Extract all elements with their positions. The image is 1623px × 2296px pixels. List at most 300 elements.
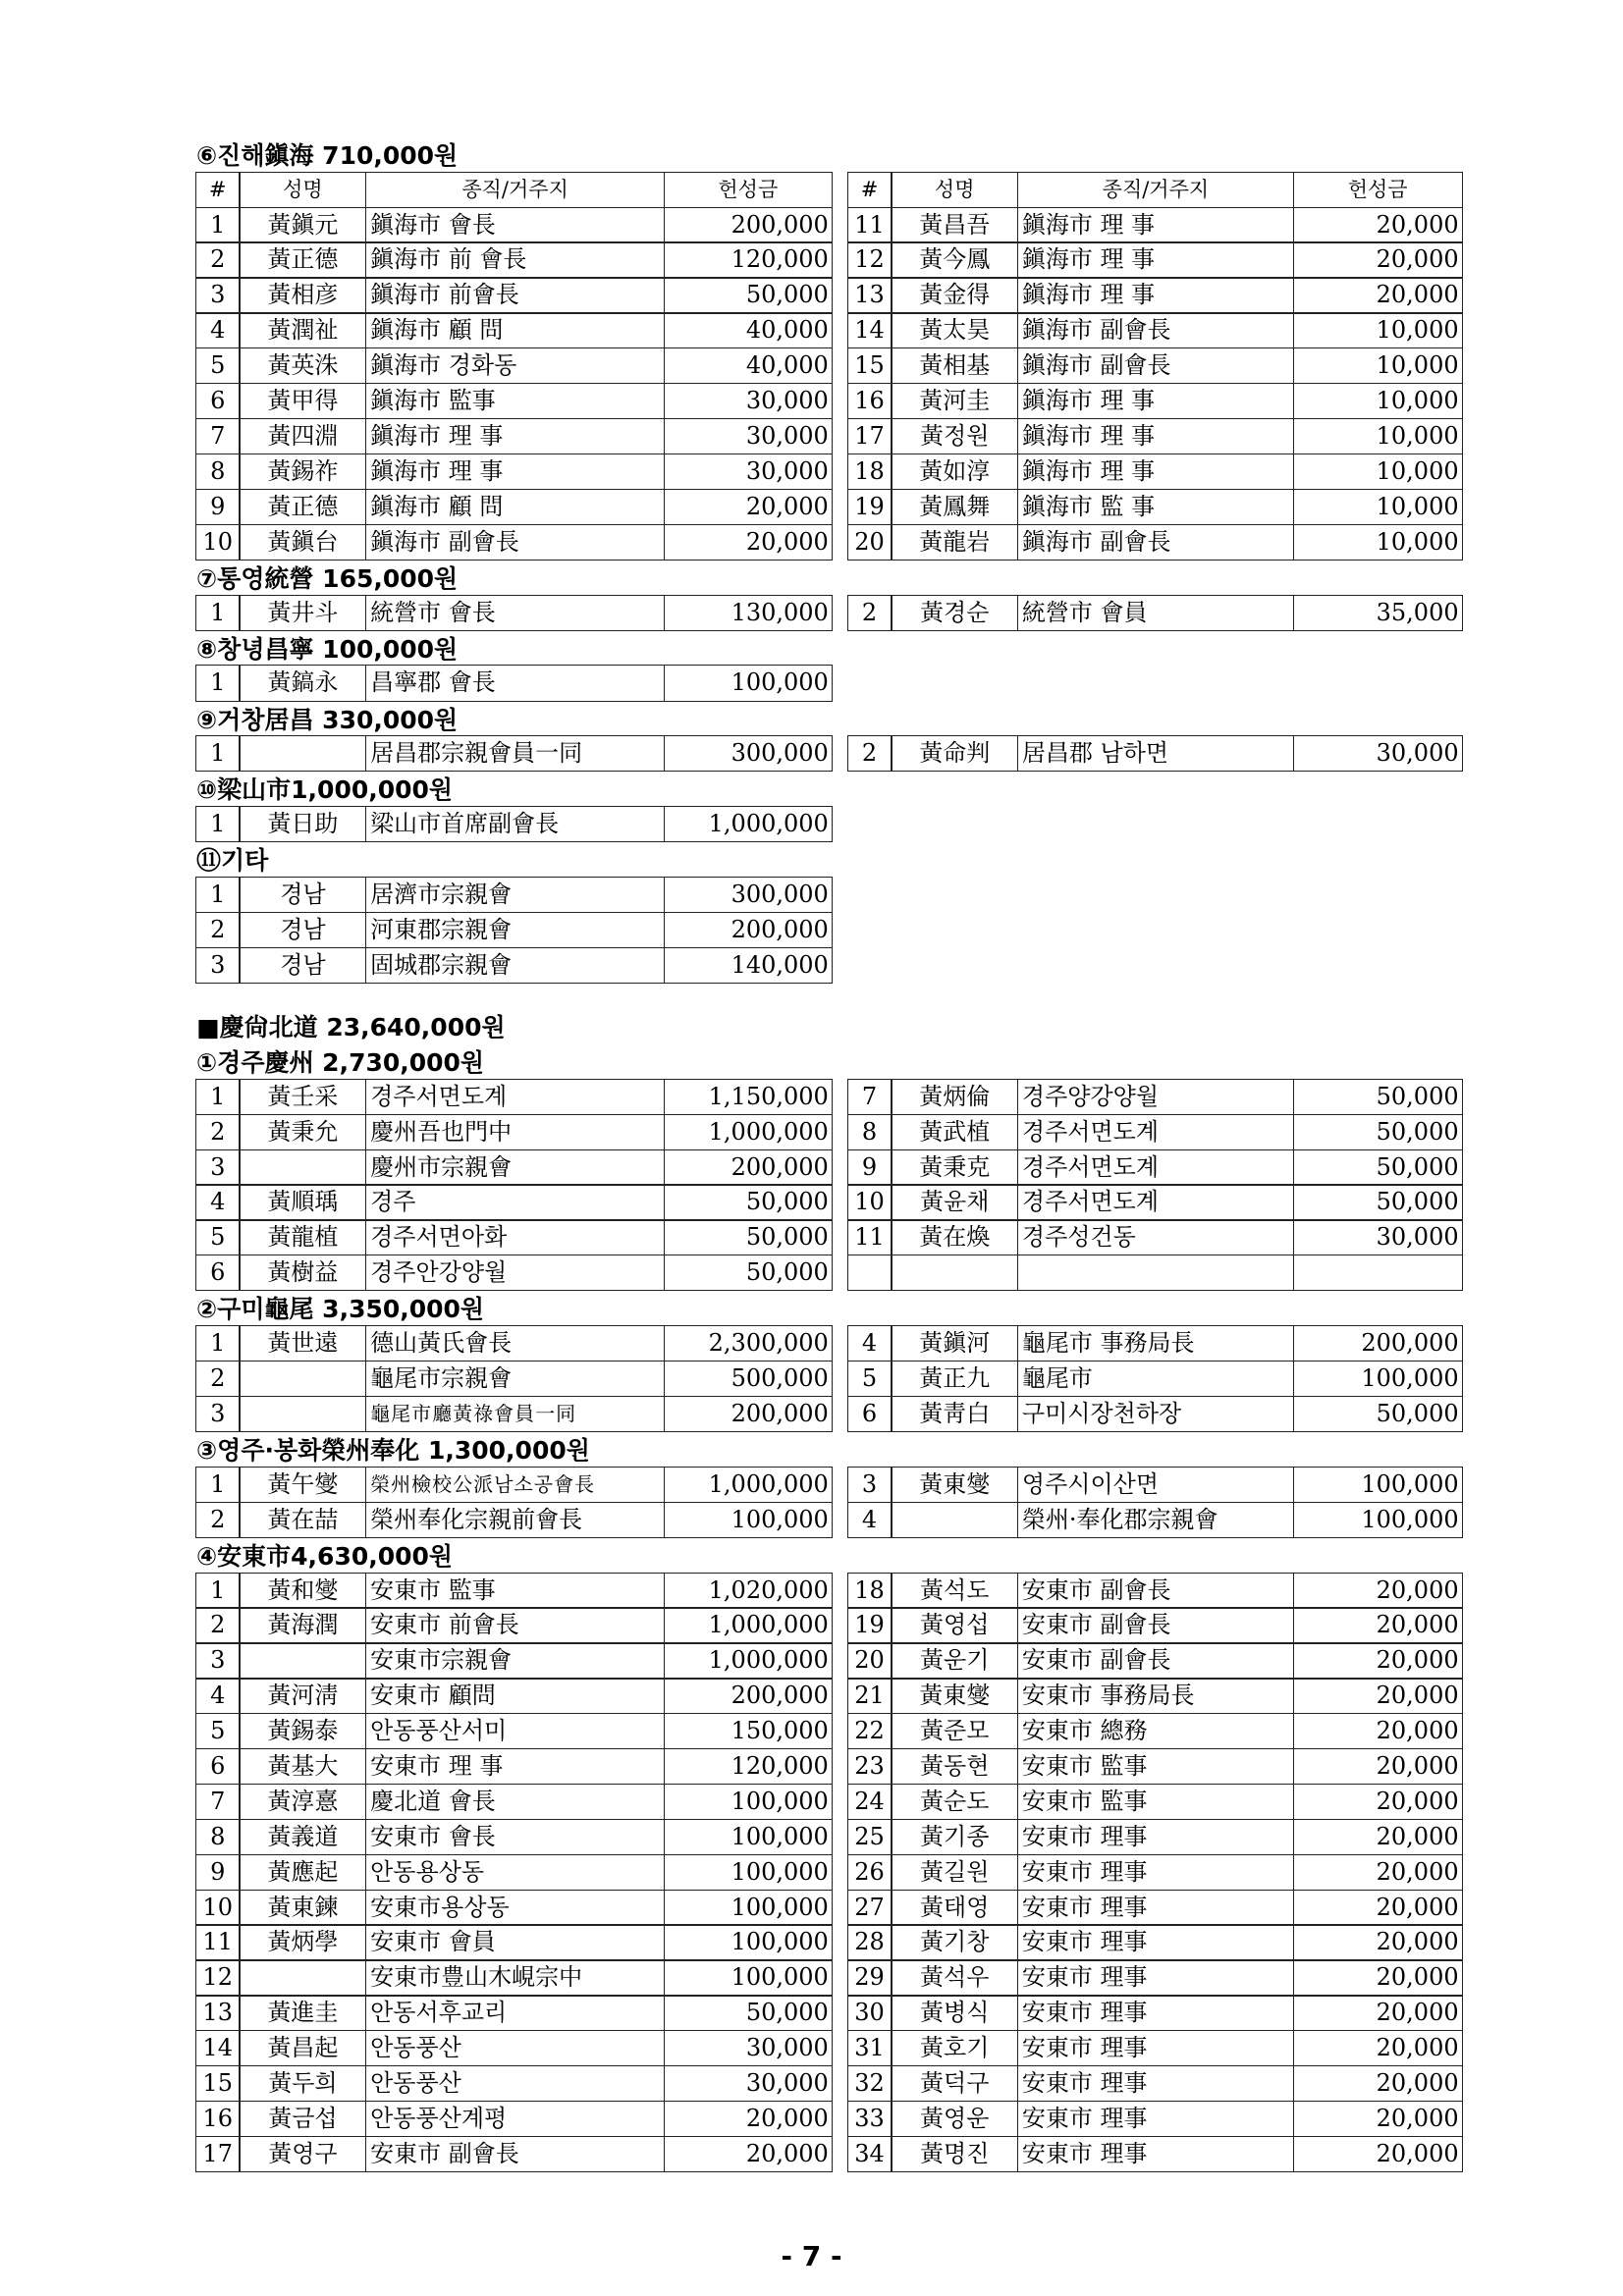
page-number: - 7 - <box>781 2240 842 2272</box>
donor-affiliation: 영주시이산면 <box>1017 1467 1294 1503</box>
donation-amount: 50,000 <box>664 1995 833 2031</box>
right-entry <box>848 1891 1473 1926</box>
donor-affiliation: 榮州奉化宗親前會長 <box>365 1502 665 1538</box>
left-entry <box>196 454 833 490</box>
table-row <box>196 454 1473 490</box>
row-number: 13 <box>847 277 893 313</box>
row-number: 31 <box>847 2030 893 2066</box>
donor-name: 黃壬采 <box>239 1079 366 1115</box>
right-entry <box>848 2102 1473 2137</box>
donor-affiliation: 鎭海市 副會長 <box>1017 312 1294 348</box>
donor-affiliation: 안동풍산서미 <box>365 1713 665 1749</box>
table-row <box>196 596 1473 631</box>
row-number: 5 <box>195 347 241 384</box>
row-number: 6 <box>195 1255 241 1291</box>
donor-name: 黃金得 <box>891 277 1018 313</box>
row-number: 11 <box>847 207 893 243</box>
row-number: 10 <box>847 1184 893 1220</box>
donor-affiliation: 鎭海市 理 事 <box>365 418 665 454</box>
row-number: 12 <box>195 1959 241 1996</box>
left-entry <box>196 878 833 913</box>
right-entry <box>848 1255 1473 1291</box>
table-row <box>196 1644 1473 1680</box>
left-entry <box>196 913 833 948</box>
donor-affiliation: 鎭海市 경화동 <box>365 347 665 384</box>
left-entry <box>196 1926 833 1961</box>
donor-name: 黃海潤 <box>239 1607 366 1643</box>
table-row <box>196 384 1473 419</box>
donor-name: 黃靑白 <box>891 1396 1018 1432</box>
row-number: 26 <box>847 1854 893 1891</box>
donation-amount: 20,000 <box>1293 1713 1463 1749</box>
donor-name: 黃龍植 <box>239 1219 366 1255</box>
donation-amount: 10,000 <box>1293 524 1463 561</box>
donor-affiliation: 安東市 監事 <box>1017 1784 1294 1820</box>
table-row <box>196 1820 1473 1855</box>
donation-amount: 100,000 <box>1293 1467 1463 1503</box>
section-heading: ⑧창녕昌寧 100,000원 <box>196 634 459 664</box>
donor-affiliation: 安東市 會長 <box>365 1819 665 1855</box>
right-entry <box>848 1785 1473 1820</box>
donation-amount: 100,000 <box>664 1959 833 1996</box>
donor-name: 黃井斗 <box>239 595 366 631</box>
row-number: 16 <box>195 2101 241 2137</box>
donation-amount: 30,000 <box>1293 1219 1463 1255</box>
left-entry <box>196 173 833 208</box>
row-number: 23 <box>847 1748 893 1785</box>
table-row <box>196 2137 1473 2172</box>
right-entry <box>848 1644 1473 1680</box>
right-entry <box>848 173 1473 208</box>
donor-affiliation: 安東市豊山木峴宗中 <box>365 1959 665 1996</box>
row-number: 13 <box>195 1995 241 2031</box>
donation-amount: 130,000 <box>664 595 833 631</box>
donor-name: 黃河圭 <box>891 383 1018 419</box>
row-number: 15 <box>847 347 893 384</box>
left-entry <box>196 1362 833 1397</box>
left-entry <box>196 1080 833 1115</box>
section-heading: ⑨거창居昌 330,000원 <box>196 705 459 734</box>
donor-affiliation: 慶州市宗親會 <box>365 1149 665 1186</box>
donor-name: 黃武植 <box>891 1114 1018 1150</box>
donation-amount: 2,300,000 <box>664 1325 833 1362</box>
donor-affiliation: 慶州吾也門中 <box>365 1114 665 1150</box>
donation-amount: 50,000 <box>664 277 833 313</box>
row-number: 1 <box>195 877 241 913</box>
row-number: 4 <box>847 1325 893 1362</box>
row-number: 3 <box>195 1149 241 1186</box>
donor-name: 黃호기 <box>891 2030 1018 2066</box>
donor-affiliation: 安東市 副會長 <box>1017 1642 1294 1679</box>
row-number: 33 <box>847 2101 893 2137</box>
donor-affiliation: 安東市 理事 <box>1017 1924 1294 1960</box>
donation-amount: 50,000 <box>1293 1149 1463 1186</box>
donation-amount: 20,000 <box>664 524 833 561</box>
table-row <box>196 1926 1473 1961</box>
right-entry <box>848 948 1473 984</box>
donation-table <box>196 596 1473 631</box>
row-number: 2 <box>195 912 241 948</box>
right-entry <box>848 667 1473 702</box>
column-header-org: 종직/거주지 <box>1017 172 1294 208</box>
donor-name: 黃樹益 <box>239 1255 366 1291</box>
donation-amount: 120,000 <box>664 241 833 278</box>
donor-affiliation: 昌寧郡 會長 <box>365 665 665 701</box>
right-entry <box>848 1397 1473 1432</box>
table-row <box>196 2066 1473 2102</box>
donor-affiliation: 居濟市宗親會 <box>365 877 665 913</box>
donation-table <box>196 807 1473 842</box>
row-number: 21 <box>847 1678 893 1714</box>
donation-amount: 20,000 <box>1293 277 1463 313</box>
donor-name: 黃秉允 <box>239 1114 366 1150</box>
donor-name <box>891 1255 1018 1291</box>
row-number: 3 <box>195 277 241 313</box>
donor-name <box>891 1502 1018 1538</box>
donor-name: 黃炳倫 <box>891 1079 1018 1115</box>
right-entry <box>848 314 1473 349</box>
donation-amount: 40,000 <box>664 347 833 384</box>
donation-table <box>196 878 1473 984</box>
donation-amount: 100,000 <box>664 1854 833 1891</box>
donor-name: 黃錫祚 <box>239 454 366 490</box>
donation-amount: 140,000 <box>664 947 833 984</box>
donation-amount: 20,000 <box>664 2101 833 2137</box>
row-number: 20 <box>847 1642 893 1679</box>
donor-name: 黃在喆 <box>239 1502 366 1538</box>
donor-name: 黃正德 <box>239 241 366 278</box>
row-number: 9 <box>847 1149 893 1186</box>
donor-name: 黃덕구 <box>891 2065 1018 2102</box>
row-number: 6 <box>195 1748 241 1785</box>
left-entry <box>196 1255 833 1291</box>
table-row <box>196 948 1473 984</box>
donor-name: 黃영구 <box>239 2136 366 2172</box>
document-body <box>196 137 1473 2172</box>
table-row <box>196 1326 1473 1362</box>
donor-affiliation: 경주안강양월 <box>365 1255 665 1291</box>
row-number: 2 <box>195 241 241 278</box>
table-row <box>196 1609 1473 1644</box>
donor-affiliation: 安東市 事務局長 <box>1017 1678 1294 1714</box>
donor-name: 黃병식 <box>891 1995 1018 2031</box>
table-row <box>196 1680 1473 1715</box>
right-entry <box>848 737 1473 773</box>
donor-affiliation: 경주서면도계 <box>1017 1114 1294 1150</box>
donation-amount: 100,000 <box>1293 1502 1463 1538</box>
row-number: 9 <box>195 1854 241 1891</box>
left-entry <box>196 1574 833 1609</box>
donor-affiliation: 安東市 副會長 <box>365 2136 665 2172</box>
donor-name: 黃東鍊 <box>239 1890 366 1926</box>
donor-name: 黃기창 <box>891 1924 1018 1960</box>
row-number: 34 <box>847 2136 893 2172</box>
donation-table <box>196 1326 1473 1432</box>
donor-name: 黃今鳳 <box>891 241 1018 278</box>
table-row <box>196 1714 1473 1749</box>
donor-affiliation: 경주 <box>365 1184 665 1220</box>
donor-affiliation: 경주양강양월 <box>1017 1079 1294 1115</box>
donor-name: 黃명진 <box>891 2136 1018 2172</box>
row-number: 4 <box>195 312 241 348</box>
row-number: 1 <box>195 1573 241 1609</box>
donor-name: 黃鳳舞 <box>891 489 1018 525</box>
left-entry <box>196 1961 833 1997</box>
donor-name: 黃相基 <box>891 347 1018 384</box>
donor-affiliation: 鎭海市 副會長 <box>1017 524 1294 561</box>
row-number: 1 <box>195 1079 241 1115</box>
left-entry <box>196 208 833 243</box>
left-entry <box>196 384 833 419</box>
donor-affiliation: 安東市 顧問 <box>365 1678 665 1714</box>
left-entry <box>196 419 833 454</box>
left-entry <box>196 243 833 279</box>
donation-amount: 50,000 <box>664 1184 833 1220</box>
left-entry <box>196 1503 833 1538</box>
donor-affiliation: 경주서면도계 <box>1017 1149 1294 1186</box>
donation-amount: 20,000 <box>1293 1607 1463 1643</box>
donation-amount: 40,000 <box>664 312 833 348</box>
table-row <box>196 913 1473 948</box>
donor-name: 黃正德 <box>239 489 366 525</box>
donor-name: 黃相彦 <box>239 277 366 313</box>
row-number: 1 <box>195 735 241 772</box>
donor-affiliation: 鎭海市 副會長 <box>1017 347 1294 384</box>
right-entry <box>848 1503 1473 1538</box>
donation-amount: 200,000 <box>664 207 833 243</box>
right-entry <box>848 1714 1473 1749</box>
right-entry <box>848 1150 1473 1186</box>
donation-amount: 1,000,000 <box>664 1467 833 1503</box>
table-row <box>196 314 1473 349</box>
donor-name: 黃영운 <box>891 2101 1018 2137</box>
table-row <box>196 279 1473 314</box>
donation-table <box>196 1574 1473 2172</box>
left-entry <box>196 2137 833 2172</box>
right-entry <box>848 525 1473 561</box>
table-row <box>196 1468 1473 1503</box>
table-row <box>196 1997 1473 2032</box>
donor-affiliation: 안동풍산계평 <box>365 2101 665 2137</box>
column-header-org: 종직/거주지 <box>365 172 665 208</box>
donor-affiliation: 榮州檢校公派남소공會長 <box>365 1467 665 1503</box>
donation-table <box>196 737 1473 773</box>
right-entry <box>848 1574 1473 1609</box>
donation-amount: 200,000 <box>1293 1325 1463 1362</box>
left-entry <box>196 1820 833 1855</box>
table-row <box>196 1115 1473 1150</box>
donor-affiliation: 梁山市首席副會長 <box>365 806 665 842</box>
donation-amount: 200,000 <box>664 1149 833 1186</box>
donor-name: 黃기종 <box>891 1819 1018 1855</box>
table-row <box>196 1150 1473 1186</box>
table-row <box>196 208 1473 243</box>
column-header-no: # <box>847 172 893 208</box>
table-row <box>196 348 1473 384</box>
donor-name: 黃世遠 <box>239 1325 366 1362</box>
donor-affiliation: 鎭海市 理 事 <box>1017 418 1294 454</box>
left-entry <box>196 1644 833 1680</box>
donation-amount: 300,000 <box>664 735 833 772</box>
donor-name: 黃順瑀 <box>239 1184 366 1220</box>
table-row <box>196 1891 1473 1926</box>
section-heading: ③영주·봉화榮州奉化 1,300,000원 <box>196 1436 590 1466</box>
row-number: 16 <box>847 383 893 419</box>
donation-amount: 20,000 <box>1293 1784 1463 1820</box>
donation-amount: 20,000 <box>1293 1573 1463 1609</box>
row-number: 27 <box>847 1890 893 1926</box>
right-entry <box>848 1186 1473 1221</box>
donor-name: 黃동현 <box>891 1748 1018 1785</box>
donation-amount: 150,000 <box>664 1713 833 1749</box>
donation-amount: 20,000 <box>1293 2101 1463 2137</box>
donor-affiliation: 榮州·奉化郡宗親會 <box>1017 1502 1294 1538</box>
row-number: 7 <box>195 418 241 454</box>
right-entry <box>848 490 1473 525</box>
donation-amount: 10,000 <box>1293 489 1463 525</box>
donor-affiliation: 統營市 會長 <box>365 595 665 631</box>
donor-affiliation: 河東郡宗親會 <box>365 912 665 948</box>
right-entry <box>848 1997 1473 2032</box>
donor-name: 黃命判 <box>891 735 1018 772</box>
donation-amount: 50,000 <box>664 1219 833 1255</box>
donor-name: 黃鎭河 <box>891 1325 1018 1362</box>
table-row <box>196 2102 1473 2137</box>
left-entry <box>196 1680 833 1715</box>
donor-affiliation: 統營市 會員 <box>1017 595 1294 631</box>
left-entry <box>196 2066 833 2102</box>
left-entry <box>196 1855 833 1891</box>
row-number: 14 <box>195 2030 241 2066</box>
table-row <box>196 1186 1473 1221</box>
left-entry <box>196 1397 833 1432</box>
table-header-row <box>196 173 1473 208</box>
donation-amount: 1,000,000 <box>664 1114 833 1150</box>
donor-name: 黃昌起 <box>239 2030 366 2066</box>
donor-affiliation: 安東市 監事 <box>365 1573 665 1609</box>
donation-amount: 30,000 <box>664 418 833 454</box>
donation-amount: 20,000 <box>1293 2065 1463 2102</box>
donation-amount: 200,000 <box>664 1678 833 1714</box>
left-entry <box>196 348 833 384</box>
donation-amount: 30,000 <box>664 383 833 419</box>
donor-name: 黃英洙 <box>239 347 366 384</box>
donation-amount: 30,000 <box>664 2030 833 2066</box>
donation-amount: 50,000 <box>1293 1184 1463 1220</box>
donor-name: 黃준모 <box>891 1713 1018 1749</box>
donor-name: 黃순도 <box>891 1784 1018 1820</box>
row-number: 3 <box>195 1642 241 1679</box>
donor-affiliation: 安東市 總務 <box>1017 1713 1294 1749</box>
donor-affiliation: 居昌郡 남하면 <box>1017 735 1294 772</box>
section-heading: ④安東市4,630,000원 <box>196 1541 454 1571</box>
row-number: 10 <box>195 524 241 561</box>
column-header-name: 성명 <box>239 172 366 208</box>
section-heading: ⑩梁山市1,000,000원 <box>196 775 454 805</box>
donation-amount: 120,000 <box>664 1748 833 1785</box>
donor-affiliation: 鎭海市 監 事 <box>1017 489 1294 525</box>
left-entry <box>196 2102 833 2137</box>
donor-affiliation: 안동풍산 <box>365 2030 665 2066</box>
row-number: 1 <box>195 1467 241 1503</box>
row-number: 15 <box>195 2065 241 2102</box>
row-number: 18 <box>847 454 893 490</box>
donor-name: 黃如淳 <box>891 454 1018 490</box>
row-number: 3 <box>195 1396 241 1432</box>
donor-affiliation: 安東市 會員 <box>365 1924 665 1960</box>
donation-table <box>196 173 1473 561</box>
row-number: 2 <box>847 735 893 772</box>
donation-amount: 30,000 <box>1293 735 1463 772</box>
row-number: 22 <box>847 1713 893 1749</box>
table-row <box>196 419 1473 454</box>
donor-name: 경남 <box>239 947 366 984</box>
table-row <box>196 490 1473 525</box>
donor-name: 黃秉克 <box>891 1149 1018 1186</box>
donor-affiliation: 安東市 副會長 <box>1017 1573 1294 1609</box>
table-row <box>196 667 1473 702</box>
right-entry <box>848 1961 1473 1997</box>
row-number: 1 <box>195 806 241 842</box>
donation-amount: 1,020,000 <box>664 1573 833 1609</box>
row-number: 8 <box>195 454 241 490</box>
left-entry <box>196 1150 833 1186</box>
right-entry <box>848 1820 1473 1855</box>
row-number: 10 <box>195 1890 241 1926</box>
donor-affiliation: 경주서면아화 <box>365 1219 665 1255</box>
right-entry <box>848 384 1473 419</box>
table-row <box>196 1080 1473 1115</box>
donation-amount: 20,000 <box>1293 1854 1463 1891</box>
row-number: 5 <box>847 1361 893 1397</box>
donor-name: 黃昌吾 <box>891 207 1018 243</box>
section-heading: ⑦통영統營 165,000원 <box>196 563 459 593</box>
donation-amount: 500,000 <box>664 1361 833 1397</box>
row-number: 5 <box>195 1713 241 1749</box>
row-number <box>847 1255 893 1291</box>
donation-amount: 100,000 <box>1293 1361 1463 1397</box>
donor-affiliation: 安東市 前會長 <box>365 1607 665 1643</box>
donor-affiliation: 鎭海市 理 事 <box>1017 383 1294 419</box>
donor-name: 黃應起 <box>239 1854 366 1891</box>
donor-affiliation: 鎭海市 監事 <box>365 383 665 419</box>
donor-affiliation: 鎭海市 理 事 <box>1017 454 1294 490</box>
donor-name: 黃錫泰 <box>239 1713 366 1749</box>
table-row <box>196 737 1473 773</box>
donor-name: 黃在煥 <box>891 1219 1018 1255</box>
donor-name: 黃太昊 <box>891 312 1018 348</box>
table-row <box>196 1961 1473 1997</box>
donor-affiliation: 安東市 理事 <box>1017 2136 1294 2172</box>
left-entry <box>196 737 833 773</box>
right-entry <box>848 913 1473 948</box>
row-number: 1 <box>195 1325 241 1362</box>
donor-name: 黃東燮 <box>891 1467 1018 1503</box>
column-header-amt: 헌성금 <box>1293 172 1463 208</box>
donor-name: 黃日助 <box>239 806 366 842</box>
row-number: 11 <box>195 1924 241 1960</box>
right-entry <box>848 1326 1473 1362</box>
donor-affiliation: 경주성건동 <box>1017 1219 1294 1255</box>
donor-affiliation: 安東市 監事 <box>1017 1748 1294 1785</box>
row-number: 30 <box>847 1995 893 2031</box>
donor-affiliation: 安東市용상동 <box>365 1890 665 1926</box>
row-number: 20 <box>847 524 893 561</box>
region-heading: ■慶尙北道 23,640,000원 <box>196 1013 506 1042</box>
donor-affiliation: 鎭海市 前會長 <box>365 277 665 313</box>
table-row <box>196 1855 1473 1891</box>
row-number: 1 <box>195 665 241 701</box>
